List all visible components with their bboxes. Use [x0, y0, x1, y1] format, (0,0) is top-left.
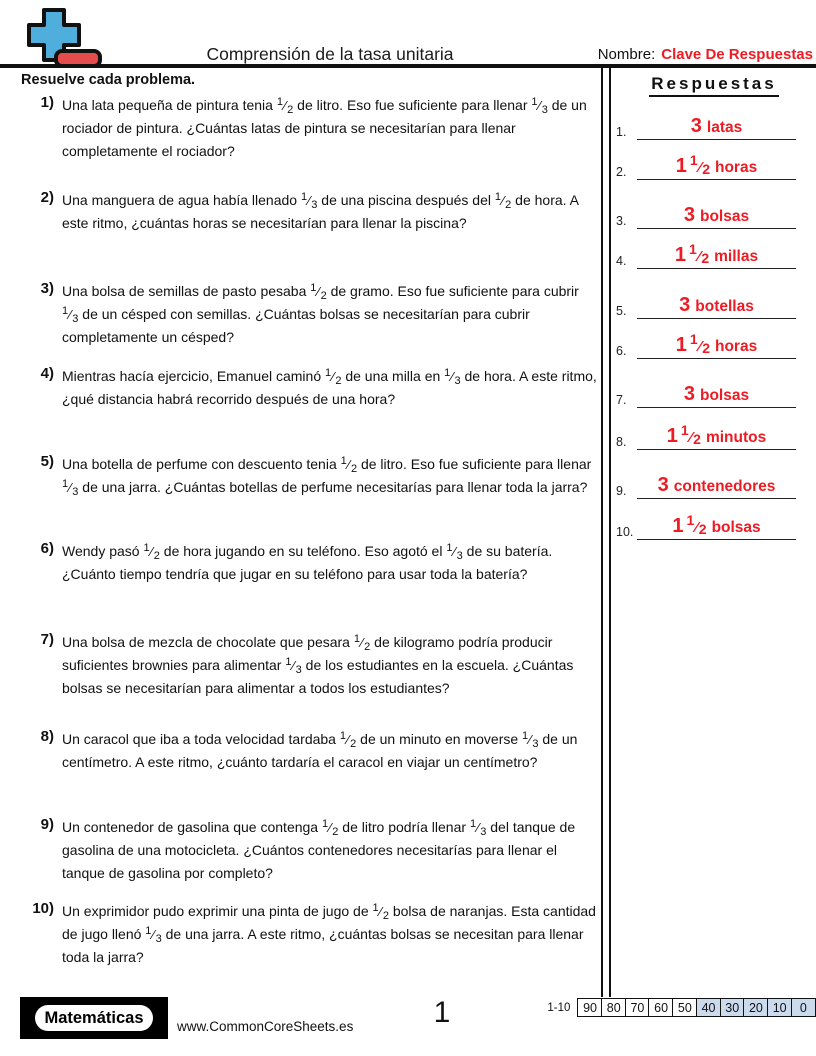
- answer-item: [612, 195, 816, 229]
- score-cell: 30: [720, 998, 745, 1017]
- problem-item: [21, 900, 599, 969]
- problem-text: Mientras hacía ejercicio, Emanuel caminó $^1⁄_2$ de una milla en $^1⁄_3$ de hora. A este ritmo, ¿qué distancia habrá recorrido después de una hora?: [62, 367, 597, 407]
- brand-label: Matemáticas: [35, 1005, 152, 1032]
- answers-title: [612, 74, 816, 97]
- answer-unit: minutos: [705, 429, 767, 446]
- score-cell: 60: [648, 998, 673, 1017]
- answer-number: 10.: [616, 525, 634, 539]
- problem-item: [21, 816, 599, 885]
- answer-text: [672, 512, 761, 538]
- website-url: www.CommonCoreSheets.es: [177, 1019, 354, 1034]
- fraction: $^1⁄_3$: [522, 730, 539, 750]
- brand-logo: [20, 997, 168, 1039]
- problem-text: Wendy pasó $^1⁄_2$ de hora jugando en su teléfono. Eso agotó el $^1⁄_3$ de su batería. ¿Cuánto tiempo tendría que jugar en su teléfono para usar toda la batería?: [62, 542, 553, 582]
- score-cell: 70: [625, 998, 650, 1017]
- answer-unit: contenedores: [673, 478, 776, 495]
- fraction: $^1⁄_2$: [353, 633, 371, 653]
- answer-blank: [637, 383, 796, 408]
- fraction: $^1⁄_3$: [145, 925, 162, 945]
- problem-number: 2): [40, 189, 54, 206]
- fraction: $^1⁄_3$: [62, 478, 79, 498]
- problem-number: 10): [32, 900, 54, 917]
- score-cell: 0: [791, 998, 816, 1017]
- problem-number: 1): [40, 94, 54, 111]
- fraction: $^1⁄_2$: [689, 331, 710, 356]
- answer-number: 8.: [616, 435, 627, 449]
- fraction: $^1⁄_2$: [276, 96, 294, 116]
- fraction: $^1⁄_2$: [686, 512, 707, 537]
- score-cells: [577, 998, 816, 1017]
- answers-column: [612, 0, 816, 1056]
- answer-value: 1: [672, 515, 684, 537]
- answer-number: 3.: [616, 214, 627, 228]
- answer-value: 3: [683, 204, 695, 226]
- problem-text: Una bolsa de semillas de pasto pesaba $^1⁄_2$ de gramo. Eso fue suficiente para cubrir $^1⁄_3$ de un césped con semillas. ¿Cuántas bolsas se necesitarían para cubrir completamente un césped?: [62, 282, 579, 345]
- fraction: $^1⁄_2$: [680, 422, 701, 447]
- answer-unit: bolsas: [711, 519, 761, 536]
- answer-value: 3: [657, 474, 669, 496]
- problem-number: 8): [40, 728, 54, 745]
- answer-value: 3: [690, 115, 702, 137]
- problem-text: Un contenedor de gasolina que contenga $^1⁄_2$ de litro podría llenar $^1⁄_3$ del tanque de gasolina de una motocicleta. ¿Cuántos contenedores necesitarías para llenar el tanque de gasolina por completo?: [62, 818, 576, 881]
- instructions-text: Resuelve cada problema.: [21, 72, 196, 88]
- answer-blank: [637, 512, 796, 540]
- answer-text: [684, 204, 749, 227]
- answer-item: [612, 465, 816, 499]
- answer-item: [612, 106, 816, 140]
- score-cell: 80: [601, 998, 626, 1017]
- page-number: 1: [433, 996, 451, 1029]
- fraction: $^1⁄_2$: [143, 542, 160, 562]
- answer-unit: bolsas: [700, 387, 750, 404]
- answer-blank: [637, 241, 796, 269]
- answer-item: [612, 416, 816, 450]
- answer-text: [675, 152, 758, 178]
- problem-number: 6): [40, 540, 54, 557]
- problem-text: Un exprimidor pudo exprimir una pinta de jugo de $^1⁄_2$ bolsa de naranjas. Esta cantidad de jugo llenó $^1⁄_3$ de una jarra. A este ritmo, ¿cuántas bolsas se necesitan para llenar toda la jarra?: [62, 902, 596, 965]
- answer-value: 3: [679, 294, 691, 316]
- name-label: Nombre:: [597, 46, 656, 63]
- fraction: $^1⁄_2$: [340, 455, 358, 475]
- answer-unit: horas: [715, 159, 758, 176]
- fraction: $^1⁄_2$: [494, 191, 512, 211]
- column-divider: [601, 68, 611, 997]
- problem-item: [21, 453, 599, 499]
- answer-number: 7.: [616, 393, 627, 407]
- page-title: Comprensión de la tasa unitaria: [206, 44, 454, 64]
- problem-text: Un caracol que iba a toda velocidad tardaba $^1⁄_2$ de un minuto en moverse $^1⁄_3$ de un centímetro. A este ritmo, ¿cuánto tardaría el caracol en viajar un centímetro?: [62, 730, 578, 770]
- problem-item: [21, 540, 599, 586]
- problem-number: 4): [40, 365, 54, 382]
- answer-value: 1: [675, 155, 687, 177]
- answer-number: 4.: [616, 254, 627, 268]
- problem-item: [21, 365, 599, 411]
- answer-blank: [637, 115, 796, 140]
- problem-text: Una manguera de agua había llenado $^1⁄_3$ de una piscina después del $^1⁄_2$ de hora. A este ritmo, ¿cuántas horas se necesitarían para llenar la piscina?: [62, 191, 579, 231]
- answers-title-text: Respuestas: [649, 74, 778, 97]
- answer-text: [679, 294, 754, 317]
- problem-text: Una lata pequeña de pintura tenia $^1⁄_2$ de litro. Eso fue suficiente para llenar $^1⁄_3$ de un rociador de pintura. ¿Cuántas latas de pintura se necesitarían para llenar completamente el rociador?: [62, 96, 587, 159]
- problem-number: 5): [40, 453, 54, 470]
- problem-item: [21, 728, 599, 774]
- answer-blank: [637, 152, 796, 180]
- problem-number: 3): [40, 280, 54, 297]
- fraction: $^1⁄_2$: [339, 730, 357, 750]
- fraction: $^1⁄_3$: [300, 191, 318, 211]
- problem-item: [21, 631, 599, 700]
- answer-text: [675, 331, 758, 357]
- answer-text: [691, 115, 742, 138]
- answer-number: 2.: [616, 165, 627, 179]
- answer-item: [612, 146, 816, 180]
- problem-item: [21, 280, 599, 349]
- answer-blank: [637, 474, 796, 499]
- fraction: $^1⁄_2$: [310, 282, 327, 302]
- score-cell: 50: [672, 998, 697, 1017]
- answer-blank: [637, 204, 796, 229]
- name-value: Clave De Respuestas: [661, 46, 813, 63]
- answer-item: [612, 374, 816, 408]
- answer-number: 6.: [616, 344, 627, 358]
- answer-item: [612, 325, 816, 359]
- answer-blank: [637, 422, 796, 450]
- fraction: $^1⁄_2$: [372, 902, 389, 922]
- fraction: $^1⁄_2$: [689, 152, 710, 177]
- answer-item: [612, 235, 816, 269]
- score-cell: 40: [696, 998, 721, 1017]
- fraction: $^1⁄_3$: [285, 656, 302, 676]
- answer-item: [612, 285, 816, 319]
- answer-text: [658, 474, 776, 497]
- grading-scale-label: 1-10: [547, 1001, 571, 1014]
- problem-number: 7): [40, 631, 54, 648]
- answer-number: 5.: [616, 304, 627, 318]
- answer-blank: [637, 294, 796, 319]
- answer-unit: botellas: [695, 298, 754, 315]
- problem-number: 9): [40, 816, 54, 833]
- answer-text: [674, 241, 759, 267]
- score-cell: 90: [577, 998, 602, 1017]
- answer-text: [684, 383, 749, 406]
- answer-unit: bolsas: [700, 208, 750, 225]
- grading-scale: [547, 998, 816, 1017]
- answer-number: 9.: [616, 484, 627, 498]
- answer-unit: millas: [714, 248, 759, 265]
- answer-blank: [637, 331, 796, 359]
- problem-text: Una bolsa de mezcla de chocolate que pesara $^1⁄_2$ de kilogramo podría producir suficientes brownies para alimentar $^1⁄_3$ de los estudiantes en la escuela. ¿Cuántas bolsas se necesitarían para alimentar a todos los estudiantes?: [62, 633, 574, 696]
- fraction: $^1⁄_3$: [444, 367, 461, 387]
- answer-value: 1: [666, 425, 678, 447]
- fraction: $^1⁄_3$: [62, 305, 79, 325]
- fraction: $^1⁄_2$: [325, 367, 342, 387]
- problem-item: [21, 189, 599, 235]
- answer-value: 1: [674, 244, 687, 266]
- fraction: $^1⁄_2$: [321, 818, 339, 838]
- problem-text: Una botella de perfume con descuento tenia $^1⁄_2$ de litro. Eso fue suficiente para llenar $^1⁄_3$ de una jarra. ¿Cuántas botellas de perfume necesitarías para llenar toda la jarra?: [62, 455, 592, 498]
- fraction: $^1⁄_3$: [531, 96, 548, 116]
- answer-value: 3: [683, 383, 695, 405]
- answer-number: 1.: [616, 125, 627, 139]
- score-cell: 10: [767, 998, 792, 1017]
- answer-value: 1: [675, 334, 687, 356]
- answer-item: [612, 506, 816, 540]
- problem-item: [21, 94, 599, 163]
- answer-unit: latas: [706, 119, 743, 136]
- fraction: $^1⁄_3$: [446, 542, 463, 562]
- answer-text: [666, 422, 767, 448]
- fraction: $^1⁄_3$: [469, 818, 487, 838]
- fraction: $^1⁄_2$: [689, 241, 710, 266]
- score-cell: 20: [743, 998, 768, 1017]
- answer-unit: horas: [715, 338, 758, 355]
